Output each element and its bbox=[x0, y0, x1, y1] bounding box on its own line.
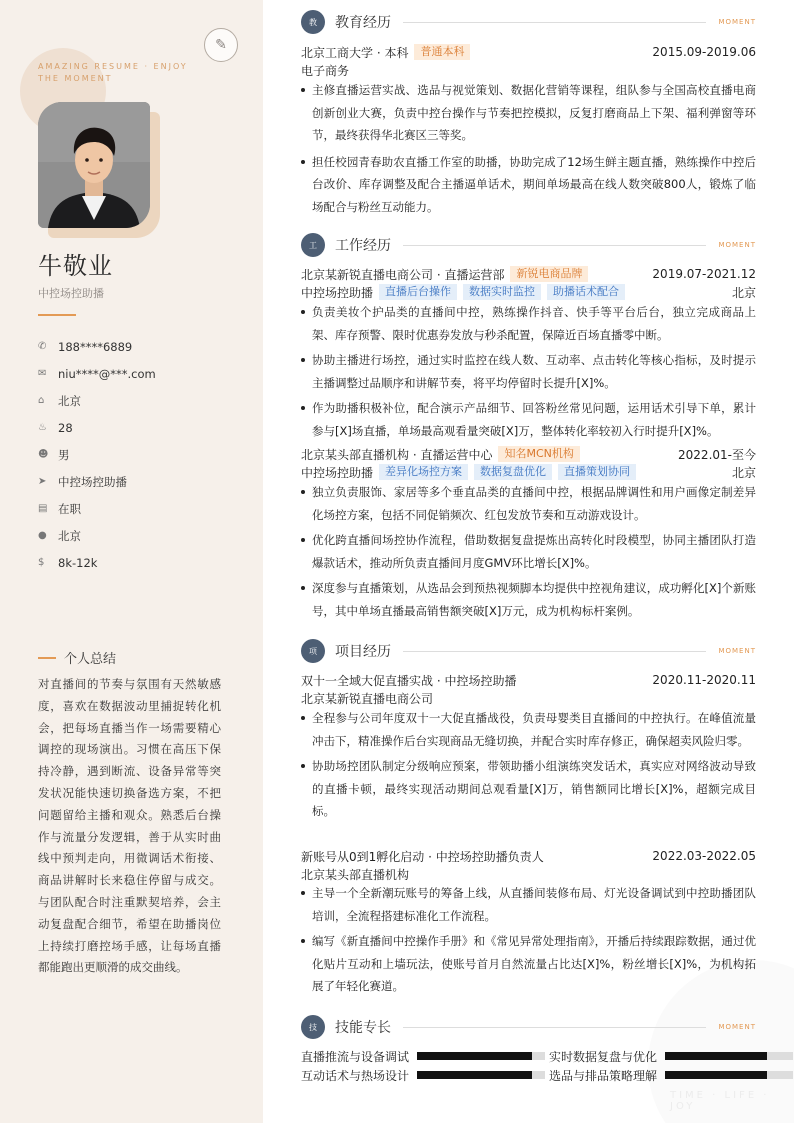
info-email bbox=[38, 360, 248, 387]
list-item: 编写《新直播间中控操作手册》和《常见异常处理指南》，开播后持续跟踪数据，通过优化贴片互动和上墙玩法，使账号首月自然流量占比达[X]%，粉丝增长[X]%，为机构拓展了年轻化赛道。 bbox=[301, 930, 756, 998]
skill-level-fill bbox=[665, 1071, 767, 1079]
skill-name: 选品与排品策略理解 bbox=[549, 1068, 658, 1083]
location-icon: ● bbox=[38, 530, 47, 541]
company-tag: 知名MCN机构 bbox=[498, 446, 579, 462]
home-icon: ⌂ bbox=[38, 395, 45, 406]
skill-item bbox=[301, 1066, 545, 1084]
job-date: 2022.01-至今 bbox=[678, 447, 756, 462]
skill-bar bbox=[665, 1052, 793, 1060]
info-status bbox=[38, 495, 248, 522]
skill-level-fill bbox=[417, 1071, 532, 1079]
skill-tag: 数据复盘优化 bbox=[474, 464, 552, 480]
project-entry-header bbox=[301, 847, 756, 865]
section-header-projects bbox=[301, 639, 756, 663]
salary-icon: $ bbox=[38, 557, 45, 568]
info-salary bbox=[38, 549, 248, 576]
avatar bbox=[38, 102, 150, 228]
project-name: 双十一全域大促直播实战 · 中控场控助播 bbox=[301, 673, 517, 688]
mail-icon: ✉ bbox=[38, 368, 47, 379]
summary-title: 个人总结 bbox=[64, 652, 117, 667]
skill-bar bbox=[665, 1071, 793, 1079]
pen-icon: ✎ bbox=[204, 28, 238, 62]
info-text: 北京 bbox=[58, 528, 81, 543]
summary-accent-bar bbox=[38, 657, 56, 659]
list-item: 主修直播运营实战、选品与视觉策划、数据化营销等课程，组队参与全国高校直播电商创新创业大赛，负责中控台操作与节奏把控模拟，反复打磨商品上下架、福利弹窗等环节，最终获得华北赛区三等奖。 bbox=[301, 79, 756, 147]
contact-info-list bbox=[38, 333, 248, 576]
summary-heading bbox=[38, 648, 116, 667]
phone-icon: ✆ bbox=[38, 341, 47, 352]
education-date: 2015.09-2019.06 bbox=[652, 45, 756, 59]
info-age bbox=[38, 414, 248, 441]
cake-icon: ♨ bbox=[38, 422, 47, 433]
school-tag: 普通本科 bbox=[414, 44, 470, 60]
skill-tag: 差异化场控方案 bbox=[379, 464, 468, 480]
skill-item bbox=[301, 1047, 545, 1065]
section-rule bbox=[403, 1027, 706, 1028]
info-text: 8k-12k bbox=[58, 555, 98, 570]
info-text: 在职 bbox=[58, 501, 81, 516]
list-item: 主导一个全新潮玩账号的筹备上线，从直播间装修布局、灯光设备调试到中控助播团队培训，全流程搭建标准化工作流程。 bbox=[301, 882, 756, 927]
job-entry-header bbox=[301, 445, 756, 463]
briefcase-icon: ▤ bbox=[38, 503, 48, 514]
section-badge: 工 bbox=[301, 233, 325, 257]
project-bullets bbox=[301, 707, 756, 823]
gender-icon: ☻ bbox=[38, 449, 49, 460]
candidate-name: 牛敬业 bbox=[38, 252, 113, 280]
list-item: 负责美妆个护品类的直播间中控，熟练操作抖音、快手等平台后台，独立完成商品上架、库存预警、限时优惠券发放与秒杀配置，保障近百场直播零中断。 bbox=[301, 301, 756, 346]
info-home bbox=[38, 387, 248, 414]
project-bullets bbox=[301, 882, 756, 998]
skill-tag: 直播后台操作 bbox=[379, 284, 457, 300]
section-badge: 项 bbox=[301, 639, 325, 663]
company-name: 北京某头部直播机构 · 直播运营中心 bbox=[301, 447, 493, 462]
skill-name: 直播推流与设备调试 bbox=[301, 1049, 410, 1064]
section-header-skills bbox=[301, 1015, 756, 1039]
skill-level-fill bbox=[417, 1052, 532, 1060]
section-title: 技能专长 bbox=[335, 1020, 391, 1036]
job-role-line bbox=[301, 283, 756, 301]
section-title: 项目经历 bbox=[335, 644, 391, 660]
job-role: 中控场控助播 bbox=[301, 285, 374, 300]
send-icon: ➤ bbox=[38, 476, 47, 487]
summary-text: 对直播间的节奏与氛围有天然敏感度，喜欢在数据波动里捕捉转化机会，把每场直播当作一场需要精心调控的现场演出。习惯在高压下保持冷静，遇到断流、设备异常等突发状况能快速切换备选方案，不把问题留给主播和观众。熟悉后台操作与流量分发逻辑，善于从实时曲线中预判走向，用微调话术衔接、商品讲解时长来稳住停留与成交。与团队配合时注重默契培养，会主动复盘配合细节，希望在助播岗位上持续打磨控场手感，让每场直播都能跑出更顺滑的成交曲线。 bbox=[38, 677, 221, 975]
job-role-line bbox=[301, 463, 756, 481]
info-gender bbox=[38, 441, 248, 468]
skill-tag: 助播话术配合 bbox=[547, 284, 625, 300]
skill-tag: 数据实时监控 bbox=[463, 284, 541, 300]
list-item: 优化跨直播间场控协作流程，借助数据复盘提炼出高转化时段模型，协同主播团队打造爆款话术，推动所负责直播间月度GMV环比增长[X]%。 bbox=[301, 529, 756, 574]
skill-item bbox=[549, 1047, 793, 1065]
skill-name: 互动话术与热场设计 bbox=[301, 1068, 410, 1083]
company-tag: 新锐电商品牌 bbox=[510, 266, 588, 282]
skill-bar bbox=[417, 1071, 545, 1079]
school-name: 北京工商大学 · 本科 bbox=[301, 45, 409, 60]
info-text: 28 bbox=[58, 420, 73, 435]
project-name: 新账号从0到1孵化启动 · 中控场控助播负责人 bbox=[301, 849, 544, 864]
section-title: 工作经历 bbox=[335, 238, 391, 254]
job-role: 中控场控助播 bbox=[301, 465, 374, 480]
section-moment-label: MOMENT bbox=[718, 647, 756, 655]
info-text: 188****6889 bbox=[58, 339, 133, 354]
job-city: 北京 bbox=[731, 465, 756, 480]
info-text: niu****@***.com bbox=[58, 366, 156, 381]
candidate-position: 中控场控助播 bbox=[38, 287, 104, 300]
section-header-education bbox=[301, 10, 756, 34]
section-moment-label: MOMENT bbox=[718, 241, 756, 249]
tagline: AMAZING RESUME · ENJOY THE MOMENT bbox=[38, 62, 188, 83]
section-title: 教育经历 bbox=[335, 15, 391, 31]
section-moment-label: MOMENT bbox=[718, 18, 756, 26]
list-item: 协助主播进行场控，通过实时监控在线人数、互动率、点击转化等核心指标，及时提示主播调整过品顺序和讲解节奏，将平均停留时长提升[X]%。 bbox=[301, 349, 756, 394]
section-badge: 教 bbox=[301, 10, 325, 34]
company-name: 北京某新锐直播电商公司 · 直播运营部 bbox=[301, 267, 505, 282]
list-item: 担任校园青春助农直播工作室的助播，协助完成了12场生鲜主题直播，熟练操作中控后台改价、库存调整及配合主播逼单话术，期间单场最高在线人数突破800人，锻炼了临场配合与粉丝互动能力。 bbox=[301, 151, 756, 219]
info-location bbox=[38, 522, 248, 549]
list-item: 全程参与公司年度双十一大促直播战役，负责母婴类目直播间的中控执行。在峰值流量冲击下，精准操作后台实现商品无缝切换，并配合实时库存修正，确保超卖风险归零。 bbox=[301, 707, 756, 752]
project-date: 2022.03-2022.05 bbox=[652, 849, 756, 863]
info-text: 北京 bbox=[58, 393, 81, 408]
education-major: 电子商务 bbox=[301, 63, 350, 78]
info-text: 中控场控助播 bbox=[58, 474, 127, 489]
skill-bar bbox=[417, 1052, 545, 1060]
section-header-work bbox=[301, 233, 756, 257]
education-entry-header bbox=[301, 43, 756, 61]
section-badge: 技 bbox=[301, 1015, 325, 1039]
job-bullets bbox=[301, 481, 756, 622]
project-org: 北京某头部直播机构 bbox=[301, 867, 410, 882]
skill-level-fill bbox=[665, 1052, 767, 1060]
info-text: 男 bbox=[58, 447, 70, 462]
skill-item bbox=[549, 1066, 793, 1084]
list-item: 协助场控团队制定分级响应预案，带领助播小组演练突发话术，真实应对网络波动导致的直播卡顿，最终实现活动期间总观看量[X]万，销售额同比增长[X]%，超额完成目标。 bbox=[301, 755, 756, 823]
skill-name: 实时数据复盘与优化 bbox=[549, 1049, 658, 1064]
skill-tag: 直播策划协同 bbox=[558, 464, 636, 480]
section-rule bbox=[403, 651, 706, 652]
project-date: 2020.11-2020.11 bbox=[652, 673, 756, 687]
list-item: 独立负责服饰、家居等多个垂直品类的直播间中控，根据品牌调性和用户画像定制差异化场控方案，包括不同促销频次、红包发放节奏和互动游戏设计。 bbox=[301, 481, 756, 526]
project-org: 北京某新锐直播电商公司 bbox=[301, 691, 434, 706]
info-phone bbox=[38, 333, 248, 360]
job-bullets bbox=[301, 301, 756, 442]
section-rule bbox=[403, 245, 706, 246]
sidebar bbox=[0, 0, 263, 1123]
background-watermark-text: TIME · LIFE · JOY bbox=[670, 1090, 770, 1112]
project-entry-header bbox=[301, 671, 756, 689]
section-rule bbox=[403, 22, 706, 23]
list-item: 作为助播积极补位，配合演示产品细节、回答粉丝常见问题，运用话术引导下单，累计参与[X]场直播，单场最高观看量突破[X]万，整体转化率较初入行时提升[X]%。 bbox=[301, 397, 756, 442]
job-city: 北京 bbox=[731, 285, 756, 300]
list-item: 深度参与直播策划，从选品会到预热视频脚本均提供中控视角建议，成功孵化[X]个新账号，其中单场直播最高销售额突破[X]万元，成为机构标杆案例。 bbox=[301, 577, 756, 622]
education-bullets bbox=[301, 79, 756, 218]
section-moment-label: MOMENT bbox=[718, 1023, 756, 1031]
job-entry-header bbox=[301, 265, 756, 283]
info-target-job bbox=[38, 468, 248, 495]
divider bbox=[38, 314, 76, 316]
job-date: 2019.07-2021.12 bbox=[652, 267, 756, 281]
